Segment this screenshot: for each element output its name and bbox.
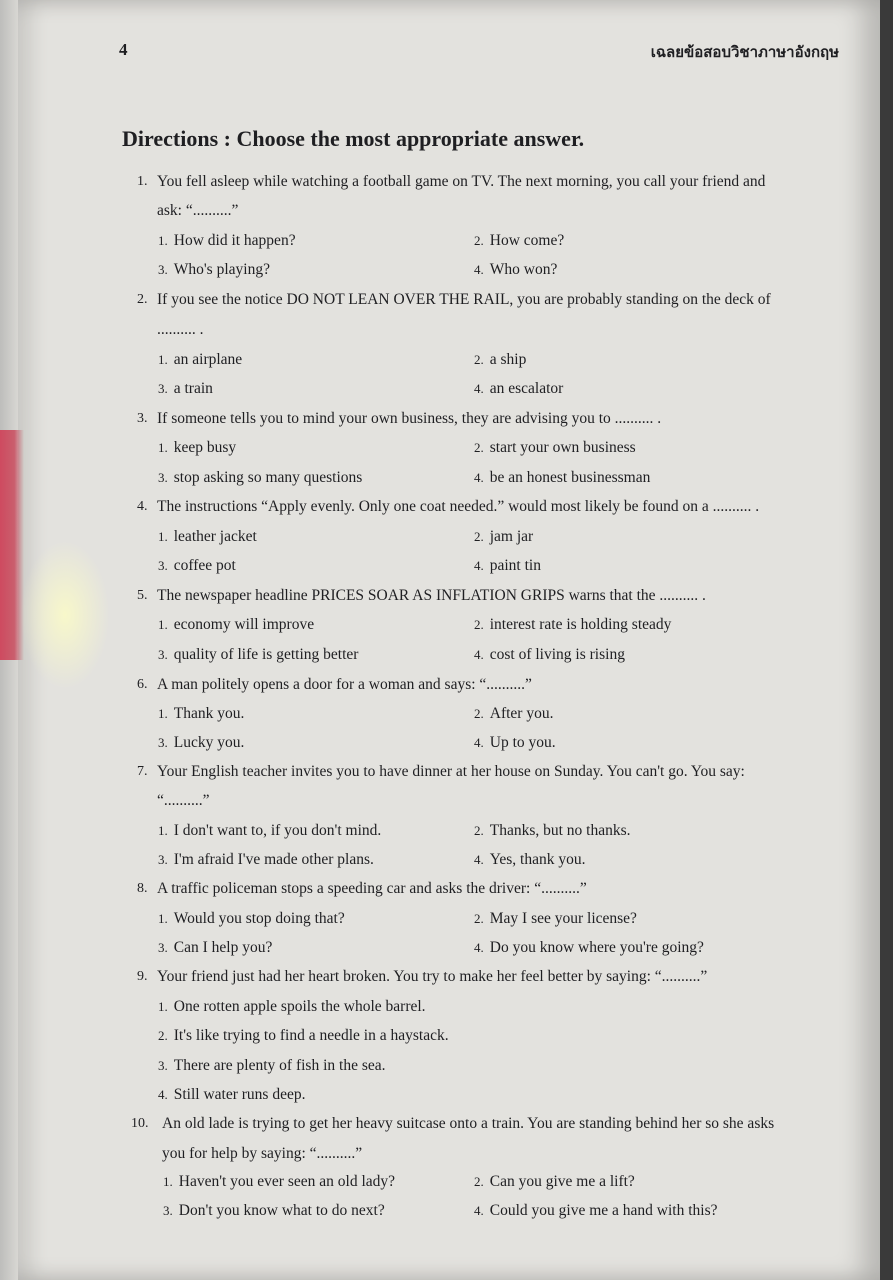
option-text: interest rate is holding steady [489, 616, 672, 633]
page-header [119, 40, 839, 64]
answer-option [474, 1202, 717, 1220]
option-text: One rotten apple spoils the whole barrel. [173, 998, 426, 1015]
question-number: 6. [137, 677, 148, 692]
answer-option [474, 910, 637, 928]
option-number: 3. [158, 1058, 168, 1073]
answer-option [474, 439, 636, 457]
answer-option [158, 616, 314, 634]
option-text: cost of living is rising [489, 646, 625, 663]
option-text: After you. [489, 705, 554, 722]
question-stem-line: Your English teacher invites you to have dinner at her house on Sunday. You can't go. You say: [157, 763, 745, 780]
option-text: jam jar [489, 528, 534, 545]
option-text: I don't want to, if you don't mind. [173, 822, 382, 839]
option-text: Yes, thank you. [489, 851, 586, 868]
answer-option [158, 528, 257, 546]
option-number: 3. [158, 381, 168, 396]
question-stem-line: “..........” [157, 792, 210, 809]
answer-option [474, 557, 541, 575]
option-number: 2. [474, 529, 484, 544]
option-text: Still water runs deep. [173, 1086, 306, 1103]
option-number: 2. [474, 823, 484, 838]
option-text: start your own business [489, 439, 636, 456]
question-number: 4. [137, 499, 148, 514]
option-text: a ship [489, 351, 527, 368]
answer-option [158, 1086, 305, 1104]
option-number: 4. [474, 470, 484, 485]
option-number: 3. [163, 1203, 173, 1218]
question-number: 7. [137, 764, 148, 779]
option-number: 4. [474, 381, 484, 396]
question-number: 1. [137, 174, 148, 189]
option-number: 2. [474, 911, 484, 926]
answer-option [474, 261, 557, 279]
question-number: 9. [137, 969, 148, 984]
option-text: Who's playing? [173, 261, 270, 278]
answer-option [474, 822, 631, 840]
option-number: 1. [158, 440, 168, 455]
answer-option [474, 851, 586, 869]
option-text: Lucky you. [173, 734, 245, 751]
directions-heading: Directions : Choose the most appropriate answer. [122, 126, 585, 151]
option-text: quality of life is getting better [173, 646, 359, 663]
answer-option [158, 822, 381, 840]
option-text: be an honest businessman [489, 469, 651, 486]
question-stem-line: If someone tells you to mind your own business, they are advising you to .......... . [157, 410, 662, 427]
answer-option [163, 1173, 395, 1191]
book-page [18, 0, 880, 1280]
option-text: a train [173, 380, 213, 397]
question-number: 5. [137, 588, 148, 603]
option-number: 4. [158, 1087, 168, 1102]
option-text: Thank you. [173, 705, 245, 722]
option-text: It's like trying to find a needle in a haystack. [173, 1027, 449, 1044]
option-number: 4. [474, 940, 484, 955]
option-number: 2. [158, 1028, 168, 1043]
option-number: 4. [474, 262, 484, 277]
answer-option [158, 380, 213, 398]
question-stem-line: A man politely opens a door for a woman and says: “..........” [157, 676, 532, 693]
answer-option [158, 469, 362, 487]
option-text: an airplane [173, 351, 243, 368]
answer-option [474, 616, 671, 634]
answer-option [158, 351, 242, 369]
answer-option [158, 439, 236, 457]
answer-option [474, 380, 563, 398]
answer-option [474, 232, 564, 250]
option-text: Can I help you? [173, 939, 273, 956]
option-text: Haven't you ever seen an old lady? [178, 1173, 396, 1190]
option-number: 4. [474, 852, 484, 867]
answer-option [474, 1173, 635, 1191]
option-number: 4. [474, 558, 484, 573]
option-number: 1. [158, 352, 168, 367]
answer-option [474, 705, 553, 723]
answer-option [158, 939, 272, 957]
question-stem-line: The instructions “Apply evenly. Only one coat needed.” would most likely be found on a .......... . [157, 498, 760, 515]
answer-option [158, 1057, 386, 1075]
option-text: Don't you know what to do next? [178, 1202, 385, 1219]
option-number: 3. [158, 647, 168, 662]
answer-option [158, 851, 374, 869]
option-text: Thanks, but no thanks. [489, 822, 631, 839]
option-text: Up to you. [489, 734, 556, 751]
option-number: 1. [158, 706, 168, 721]
question-stem-line: .......... . [157, 321, 204, 338]
answer-option [474, 351, 526, 369]
option-text: economy will improve [173, 616, 315, 633]
option-text: Could you give me a hand with this? [489, 1202, 718, 1219]
answer-option [158, 998, 426, 1016]
question-stem-line: An old lade is trying to get her heavy suitcase onto a train. You are standing behind her so she asks [162, 1115, 775, 1132]
answer-option [474, 734, 556, 752]
option-text: Can you give me a lift? [489, 1173, 635, 1190]
option-text: stop asking so many questions [173, 469, 363, 486]
question-stem-line: Your friend just had her heart broken. You try to make her feel better by saying: “..........” [157, 968, 708, 985]
option-text: coffee pot [173, 557, 236, 574]
answer-option [158, 734, 244, 752]
option-text: How come? [489, 232, 565, 249]
option-text: May I see your license? [489, 910, 637, 927]
option-text: How did it happen? [173, 232, 296, 249]
option-number: 3. [158, 558, 168, 573]
option-number: 4. [474, 1203, 484, 1218]
light-glare [20, 540, 110, 690]
answer-option [474, 646, 625, 664]
option-number: 1. [158, 233, 168, 248]
answer-option [474, 939, 704, 957]
option-text: keep busy [173, 439, 237, 456]
question-stem-line: you for help by saying: “..........” [162, 1145, 363, 1162]
option-number: 2. [474, 617, 484, 632]
option-number: 2. [474, 1174, 484, 1189]
option-number: 4. [474, 735, 484, 750]
option-text: Would you stop doing that? [173, 910, 345, 927]
option-text: Do you know where you're going? [489, 939, 704, 956]
page-number: 4 [119, 40, 128, 59]
answer-option [474, 469, 650, 487]
question-stem-line: ask: “..........” [157, 202, 239, 219]
option-number: 3. [158, 852, 168, 867]
option-number: 3. [158, 940, 168, 955]
option-text: an escalator [489, 380, 564, 397]
option-number: 2. [474, 706, 484, 721]
question-stem-line: If you see the notice DO NOT LEAN OVER THE RAIL, you are probably standing on the deck of [157, 291, 771, 308]
option-number: 3. [158, 262, 168, 277]
answer-option [158, 705, 244, 723]
option-number: 1. [158, 823, 168, 838]
option-number: 3. [158, 735, 168, 750]
option-number: 1. [158, 999, 168, 1014]
question-number: 10. [131, 1116, 149, 1131]
answer-option [474, 528, 533, 546]
answer-option [158, 646, 358, 664]
question-number: 8. [137, 881, 148, 896]
option-text: Who won? [489, 261, 558, 278]
answer-option [158, 557, 236, 575]
answer-option [163, 1202, 385, 1220]
question-number: 2. [137, 292, 148, 307]
option-number: 2. [474, 352, 484, 367]
answer-option [158, 261, 270, 279]
option-text: I'm afraid I've made other plans. [173, 851, 374, 868]
option-number: 2. [474, 233, 484, 248]
answer-option [158, 1027, 449, 1045]
option-text: There are plenty of fish in the sea. [173, 1057, 386, 1074]
option-number: 1. [158, 617, 168, 632]
option-number: 1. [163, 1174, 173, 1189]
option-number: 1. [158, 911, 168, 926]
option-number: 1. [158, 529, 168, 544]
option-number: 2. [474, 440, 484, 455]
question-stem-line: A traffic policeman stops a speeding car and asks the driver: “..........” [157, 880, 587, 897]
answer-option [158, 910, 345, 928]
book-title: เฉลยข้อสอบวิชาภาษาอังกฤษ [650, 43, 839, 61]
option-text: leather jacket [173, 528, 257, 545]
question-number: 3. [137, 411, 148, 426]
question-stem-line: The newspaper headline PRICES SOAR AS INFLATION GRIPS warns that the .......... . [157, 587, 706, 604]
answer-option [158, 232, 296, 250]
option-number: 4. [474, 647, 484, 662]
option-text: paint tin [489, 557, 541, 574]
option-number: 3. [158, 470, 168, 485]
question-stem-line: You fell asleep while watching a football game on TV. The next morning, you call your friend and [157, 173, 766, 190]
